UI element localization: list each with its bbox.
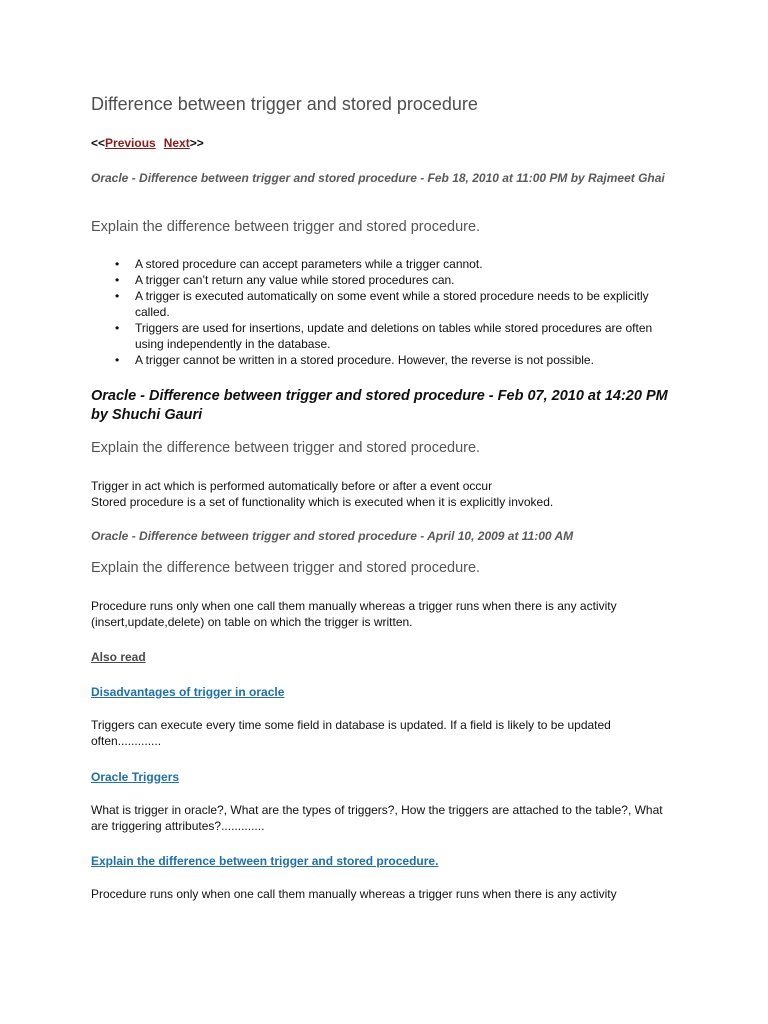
- list-item: • A trigger cannot be written in a stored procedure. However, the reverse is not possible.: [91, 352, 678, 368]
- related-link-3: [91, 852, 678, 870]
- related-link-2: [91, 768, 678, 786]
- nav-suffix: >>: [189, 136, 204, 150]
- section-2-line: Trigger in act which is performed automatically before or after a event occur: [91, 479, 493, 493]
- section-3-meta: Oracle - Difference between trigger and stored procedure - April 10, 2009 at 11:00 AM: [91, 529, 574, 543]
- nav-prefix: <<: [91, 136, 106, 150]
- related-summary-3: Procedure runs only when one call them manually whereas a trigger runs when there is any activity: [91, 887, 617, 901]
- section-2-line: Stored procedure is a set of functionality which is executed when it is explicitly invoked.: [91, 495, 554, 509]
- section-2-question: Explain the difference between trigger and stored procedure.: [91, 440, 481, 456]
- section-1-points: [91, 256, 678, 368]
- related-link[interactable]: Explain the difference between trigger and stored procedure.: [91, 854, 439, 868]
- related-summary-1: Triggers can execute every time some field in database is updated. If a field is likely to be updated often.............: [91, 718, 611, 748]
- related-link[interactable]: Oracle Triggers: [91, 770, 180, 784]
- list-item: • A stored procedure can accept parameters while a trigger cannot.: [91, 256, 678, 272]
- list-item: • Triggers are used for insertions, update and deletions on tables while stored procedures are often using independently in the database.: [91, 320, 678, 352]
- list-item: • A trigger is executed automatically on some event while a stored procedure needs to be explicitly called.: [91, 288, 678, 320]
- also-read-heading: Also read: [91, 650, 146, 664]
- pagination-nav: [91, 136, 204, 150]
- section-3-question: Explain the difference between trigger and stored procedure.: [91, 560, 481, 576]
- related-link-1: [91, 683, 678, 701]
- list-item: • A trigger can’t return any value while stored procedures can.: [91, 272, 678, 288]
- next-link[interactable]: Next: [163, 136, 190, 150]
- section-2-meta: Oracle - Difference between trigger and stored procedure - Feb 07, 2010 at 14:20 PM by Shuchi Gauri: [91, 388, 668, 423]
- related-summary-2: What is trigger in oracle?, What are the types of triggers?, How the triggers are attached to the table?, What are triggering attributes?.............: [91, 803, 663, 833]
- related-link[interactable]: Disadvantages of trigger in oracle: [91, 685, 285, 699]
- section-3-text: Procedure runs only when one call them manually whereas a trigger runs when there is any activity (insert,update,delete) on table on which the trigger is written.: [91, 599, 617, 629]
- section-1-question: Explain the difference between trigger and stored procedure.: [91, 219, 481, 235]
- page-title: Difference between trigger and stored procedure: [91, 94, 478, 114]
- previous-link[interactable]: Previous: [105, 136, 156, 150]
- section-2-text: [91, 478, 678, 510]
- section-1-meta: Oracle - Difference between trigger and stored procedure - Feb 18, 2010 at 11:00 PM by Rajmeet Ghai: [91, 171, 665, 185]
